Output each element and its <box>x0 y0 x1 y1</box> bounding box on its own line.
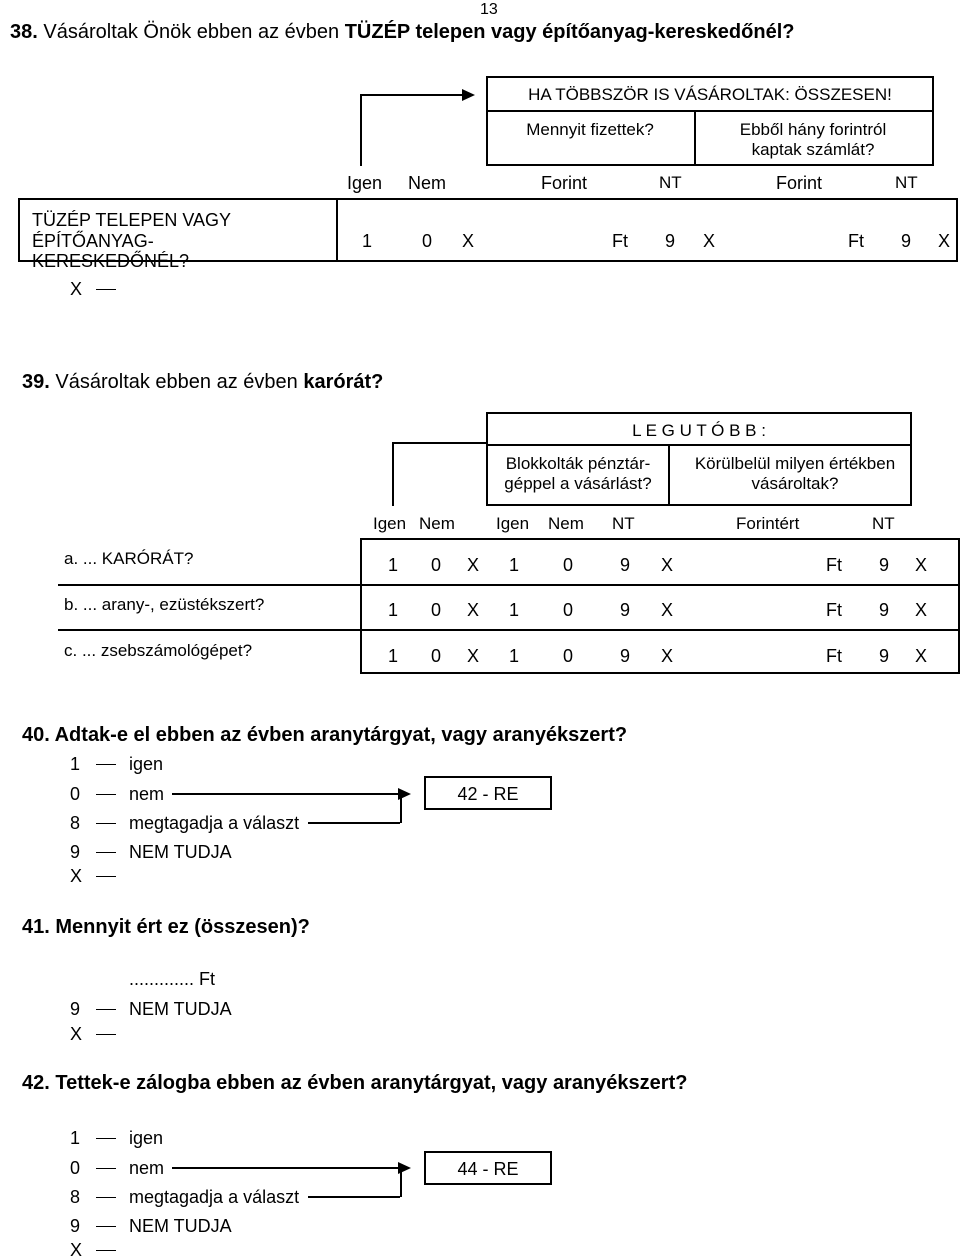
q42-opt-1-code[interactable]: 1 <box>70 1128 81 1148</box>
q39-row-a-label: a. ... KARÓRÁT? <box>64 549 194 568</box>
q38-header-nem: Nem <box>408 173 447 193</box>
q42-opt-x-dash <box>96 1250 116 1251</box>
q42-opt-1-label: igen <box>129 1128 164 1148</box>
question-42-title: 42. Tettek-e zálogba ebben az évben aranytárgyat, vagy aranyékszert? <box>22 1072 688 1094</box>
q39-b-code-1[interactable]: 1 <box>388 600 399 620</box>
q40-bracket-vertical <box>400 793 402 823</box>
q38-header-forint-1: Forint <box>541 173 588 193</box>
q39-c-code-xb[interactable]: X <box>661 646 674 666</box>
q38-code-nt-2[interactable]: 9 <box>901 231 912 251</box>
q39-c-code-1[interactable]: 1 <box>388 646 399 666</box>
q39-header-nt-2: NT <box>872 514 895 533</box>
q39-c-code-xc[interactable]: X <box>915 646 928 666</box>
q39-c-code-0[interactable]: 0 <box>431 646 442 666</box>
q40-opt-0-code[interactable]: 0 <box>70 784 81 804</box>
q40-opt-8-code[interactable]: 8 <box>70 813 81 833</box>
q39-a-code-0b[interactable]: 0 <box>563 555 574 575</box>
q38-unit-ft-1: Ft <box>612 231 628 251</box>
q40-opt-x-dash <box>96 876 116 877</box>
question-41-title: 41. Mennyit ért ez (összesen)? <box>22 916 310 938</box>
question-38-text: Vásároltak Önök ebben az évben <box>43 21 345 43</box>
q42-skip-arrow-line <box>172 1167 400 1169</box>
q40-opt-8-dash <box>96 823 116 824</box>
q42-opt-0-dash <box>96 1168 116 1169</box>
q39-c-code-x[interactable]: X <box>467 646 480 666</box>
q41-opt-9-label: NEM TUDJA <box>129 999 232 1019</box>
q39-a-code-1[interactable]: 1 <box>388 555 399 575</box>
q39-row-b-label: b. ... arany-, ezüstékszert? <box>64 595 265 614</box>
page-number: 13 <box>480 1 498 18</box>
q38-label-divider <box>336 198 338 262</box>
q42-bracket-bottom <box>308 1196 400 1198</box>
q39-b-code-9b[interactable]: 9 <box>879 600 890 620</box>
q41-amount[interactable]: ............. Ft <box>129 969 216 989</box>
q42-opt-1-dash <box>96 1138 116 1139</box>
q39-c-code-0b[interactable]: 0 <box>563 646 574 666</box>
question-38-number: 38. <box>10 21 38 43</box>
q38-unit-ft-2: Ft <box>848 231 864 251</box>
q38-header-nt-2: NT <box>895 173 918 192</box>
q39-header-igen-1: Igen <box>373 514 407 533</box>
q39-b-unit-ft: Ft <box>826 600 842 620</box>
question-38-text-bold: TÜZÉP telepen vagy építőanyag-kereskedőnél? <box>344 21 795 43</box>
q39-arrow-vertical <box>392 442 394 506</box>
q38-code-x-1[interactable]: X <box>703 231 716 251</box>
q39-col-register: Blokkolták pénztár-géppel a vásárlást? <box>504 454 652 493</box>
question-40-title: 40. Adtak-e el ebben az évben aranytárgyat, vagy aranyékszert? <box>22 724 628 746</box>
q38-header-igen: Igen <box>347 173 383 193</box>
q38-arrow-head <box>462 89 475 101</box>
q41-opt-9-code[interactable]: 9 <box>70 999 81 1019</box>
q38-x-dash <box>96 289 116 290</box>
q38-banner-divider <box>486 110 934 112</box>
q39-b-code-0[interactable]: 0 <box>431 600 442 620</box>
q42-opt-8-dash <box>96 1197 116 1198</box>
q42-opt-9-label: NEM TUDJA <box>129 1216 232 1236</box>
q39-row-c-label: c. ... zsebszámológépet? <box>64 641 253 660</box>
q39-a-code-xc[interactable]: X <box>915 555 928 575</box>
q39-rows-box <box>360 538 960 674</box>
q39-col-value: Körülbelül milyen értékben vásároltak? <box>694 454 896 493</box>
q39-row-divider-1 <box>58 584 960 586</box>
q38-row-label: TÜZÉP TELEPEN VAGY ÉPÍTŐANYAG-KERESKEDŐNÉL? <box>32 210 231 272</box>
q38-x-code: X <box>70 279 83 299</box>
q40-opt-0-label: nem <box>129 784 165 804</box>
question-38-title <box>10 22 794 42</box>
q39-a-code-0[interactable]: 0 <box>431 555 442 575</box>
question-39-number: 39. <box>22 371 50 393</box>
q39-b-code-x[interactable]: X <box>467 600 480 620</box>
q39-a-code-9[interactable]: 9 <box>620 555 631 575</box>
q39-row-divider-2 <box>58 629 960 631</box>
question-39-title <box>22 372 383 392</box>
q39-c-code-9b[interactable]: 9 <box>879 646 890 666</box>
q38-col-invoice: Ebből hány forintról kaptak számlát? <box>739 120 887 159</box>
q42-opt-0-code[interactable]: 0 <box>70 1158 81 1178</box>
q38-arrow-horizontal <box>360 94 464 96</box>
q40-opt-x-code[interactable]: X <box>70 866 83 886</box>
q40-bracket-bottom <box>308 822 400 824</box>
q42-opt-x-code[interactable]: X <box>70 1240 83 1260</box>
q39-c-code-9[interactable]: 9 <box>620 646 631 666</box>
q42-opt-8-label: megtagadja a választ <box>129 1187 300 1207</box>
q40-skip-label: 42 - RE <box>457 784 519 804</box>
q42-opt-0-label: nem <box>129 1158 165 1178</box>
q39-a-code-1b[interactable]: 1 <box>509 555 520 575</box>
q39-b-code-xc[interactable]: X <box>915 600 928 620</box>
q39-column-divider <box>668 444 670 506</box>
q39-header-nt-1: NT <box>612 514 635 533</box>
q39-header-nem-1: Nem <box>419 514 455 533</box>
q41-opt-9-dash <box>96 1009 116 1010</box>
q39-header-forintert: Forintért <box>736 514 800 533</box>
q41-opt-x-dash <box>96 1034 116 1035</box>
q39-header-igen-2: Igen <box>496 514 530 533</box>
q40-opt-9-label: NEM TUDJA <box>129 842 232 862</box>
q38-col-paid: Mennyit fizettek? <box>526 120 654 139</box>
q39-b-code-1b[interactable]: 1 <box>509 600 520 620</box>
question-39-text-bold: karórát? <box>303 371 384 393</box>
q38-column-divider <box>694 110 696 166</box>
q42-opt-9-dash <box>96 1226 116 1227</box>
q38-banner: HA TÖBBSZÖR IS VÁSÁROLTAK: ÖSSZESEN! <box>528 85 892 104</box>
q40-opt-1-label: igen <box>129 754 164 774</box>
q39-a-code-x[interactable]: X <box>467 555 480 575</box>
q39-a-code-9b[interactable]: 9 <box>879 555 890 575</box>
q38-code-nt-1[interactable]: 9 <box>665 231 676 251</box>
q39-a-unit-ft: Ft <box>826 555 842 575</box>
q40-opt-1-code[interactable]: 1 <box>70 754 81 774</box>
q38-code-igen[interactable]: 1 <box>362 231 373 251</box>
q38-code-x[interactable]: X <box>462 231 475 251</box>
q38-code-x-2[interactable]: X <box>938 231 951 251</box>
q41-opt-x-code[interactable]: X <box>70 1024 83 1044</box>
q38-header-forint-2: Forint <box>776 173 823 193</box>
q42-opt-8-code[interactable]: 8 <box>70 1187 81 1207</box>
q39-c-code-1b[interactable]: 1 <box>509 646 520 666</box>
q39-b-code-9[interactable]: 9 <box>620 600 631 620</box>
q42-skip-label: 44 - RE <box>457 1159 519 1179</box>
q40-opt-1-dash <box>96 764 116 765</box>
q39-b-code-xb[interactable]: X <box>661 600 674 620</box>
q40-opt-9-code[interactable]: 9 <box>70 842 81 862</box>
q39-header-last: L E G U T Ó B B : <box>632 421 766 440</box>
q39-header-nem-2: Nem <box>548 514 584 533</box>
q39-a-code-xb[interactable]: X <box>661 555 674 575</box>
q42-bracket-vertical <box>400 1167 402 1197</box>
q38-arrow-vertical <box>360 94 362 166</box>
q38-header-nt-1: NT <box>659 173 682 192</box>
question-39-text: Vásároltak ebben az évben <box>55 371 304 393</box>
q38-code-nem[interactable]: 0 <box>422 231 433 251</box>
q40-opt-0-dash <box>96 794 116 795</box>
q39-arrow-horizontal <box>392 442 486 444</box>
q42-opt-9-code[interactable]: 9 <box>70 1216 81 1236</box>
q39-c-unit-ft: Ft <box>826 646 842 666</box>
q40-opt-9-dash <box>96 852 116 853</box>
q40-skip-arrow-line <box>172 793 400 795</box>
q39-header-divider <box>486 444 912 446</box>
q39-b-code-0b[interactable]: 0 <box>563 600 574 620</box>
q40-opt-8-label: megtagadja a választ <box>129 813 300 833</box>
